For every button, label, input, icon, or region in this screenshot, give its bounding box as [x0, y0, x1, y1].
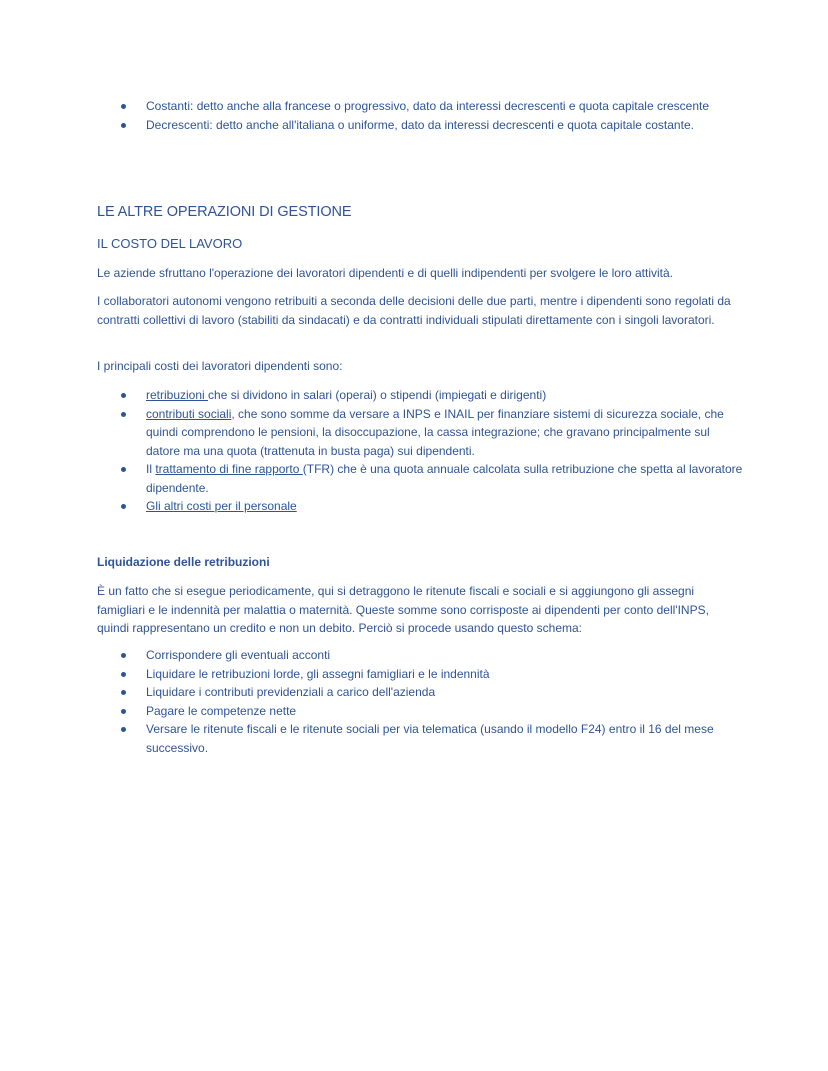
list-item-text: Corrispondere gli eventuali acconti: [146, 648, 331, 662]
list-item: [97, 720, 747, 757]
list-item: [97, 665, 747, 684]
list-item-text: Costanti: detto anche alla francese o progressivo, dato da interessi decrescenti e quota capitale crescente: [146, 99, 709, 113]
bullet-icon: [121, 412, 126, 417]
amortization-types-list-container: [97, 97, 747, 134]
list-item: [97, 460, 747, 497]
bullet-icon: [121, 467, 126, 472]
paragraph-contracts: I collaboratori autonomi vengono retribuiti a seconda delle decisioni delle due parti, mentre i dipendenti sono regolati da contratti collettivi di lavoro (stabiliti da sindacati) e da contratti individuali stipulati direttamente con i singoli lavoratori.: [97, 294, 731, 327]
bullet-icon: [121, 727, 126, 732]
list-item-text: Pagare le competenze nette: [146, 703, 297, 718]
costs-list: [97, 386, 747, 516]
list-item: [97, 116, 747, 135]
paragraph-liquidation: È un fatto che si esegue periodicamente, qui si detraggono le ritenute fiscali e sociali e si aggiungono gli assegni famigliari e le indennità per malattia o maternità. Queste somme sono corrisposte ai dipendenti per conto dell'INPS, quindi rappresentano un credito e non un debito. Perciò si procede usando questo schema:: [97, 584, 709, 635]
bullet-icon: [121, 393, 126, 398]
altri-costi-link[interactable]: Gli altri costi per il personale: [146, 499, 297, 513]
list-item-text: Liquidare le retribuzioni lorde, gli assegni famigliari e le indennità: [146, 666, 490, 681]
list-item-text: Liquidare i contributi previdenziali a carico dell'azienda: [146, 685, 436, 699]
bullet-icon: [121, 653, 126, 658]
list-item: [97, 405, 747, 461]
list-item-text: Decrescenti: detto anche all'italiana o uniforme, dato da interessi decrescenti e quota capitale costante.: [146, 117, 694, 132]
retribuzioni-link[interactable]: retribuzioni: [146, 388, 209, 402]
contributi-sociali-link[interactable]: contributi sociali: [146, 406, 232, 421]
list-item-text: che si dividono in salari (operai) o stipendi (impiegati e dirigenti): [208, 388, 547, 402]
bullet-icon: [121, 123, 126, 128]
costs-list-container: [97, 386, 747, 516]
amortization-types-list: [97, 97, 747, 134]
tfr-link[interactable]: trattamento di fine rapporto: [155, 462, 303, 476]
paragraph-main-costs: I principali costi dei lavoratori dipendenti sono:: [97, 359, 343, 373]
section-title: LE ALTRE OPERAZIONI DI GESTIONE: [97, 204, 352, 220]
list-item: [97, 97, 747, 116]
list-item-text: , che sono somme da versare a INPS e INAIL per finanziare sistemi di sicurezza sociale, che quindi comprendono le pensioni, la disoccupazione, la cassa integrazione; che gravano principalmente sul datore ma una quota (trattenuta in busta paga) sui dipendenti.: [146, 406, 724, 458]
list-item: [97, 646, 747, 665]
list-item: [97, 386, 747, 405]
bullet-icon: [121, 690, 126, 695]
list-item-text: Il: [146, 462, 156, 476]
paragraph-workers: Le aziende sfruttano l'operazione dei lavoratori dipendenti e di quelli indipendenti per svolgere le loro attività.: [97, 266, 673, 280]
bullet-icon: [121, 709, 126, 714]
bullet-icon: [121, 504, 126, 509]
bullet-icon: [121, 104, 126, 109]
list-item: [97, 683, 747, 702]
steps-list: [97, 646, 747, 757]
subsection-title: IL COSTO DEL LAVORO: [97, 236, 243, 251]
list-item-text: (TFR) che è una quota annuale calcolata sulla retribuzione che spetta al lavoratore dipendente.: [146, 462, 743, 495]
liquidation-title: Liquidazione delle retribuzioni: [97, 555, 270, 569]
list-item: [97, 702, 747, 721]
steps-list-container: [97, 646, 747, 757]
list-item: [97, 497, 747, 516]
list-item-text: Versare le ritenute fiscali e le ritenute sociali per via telematica (usando il modello F24) entro il 16 del mese successivo.: [146, 722, 714, 755]
bullet-icon: [121, 672, 126, 677]
